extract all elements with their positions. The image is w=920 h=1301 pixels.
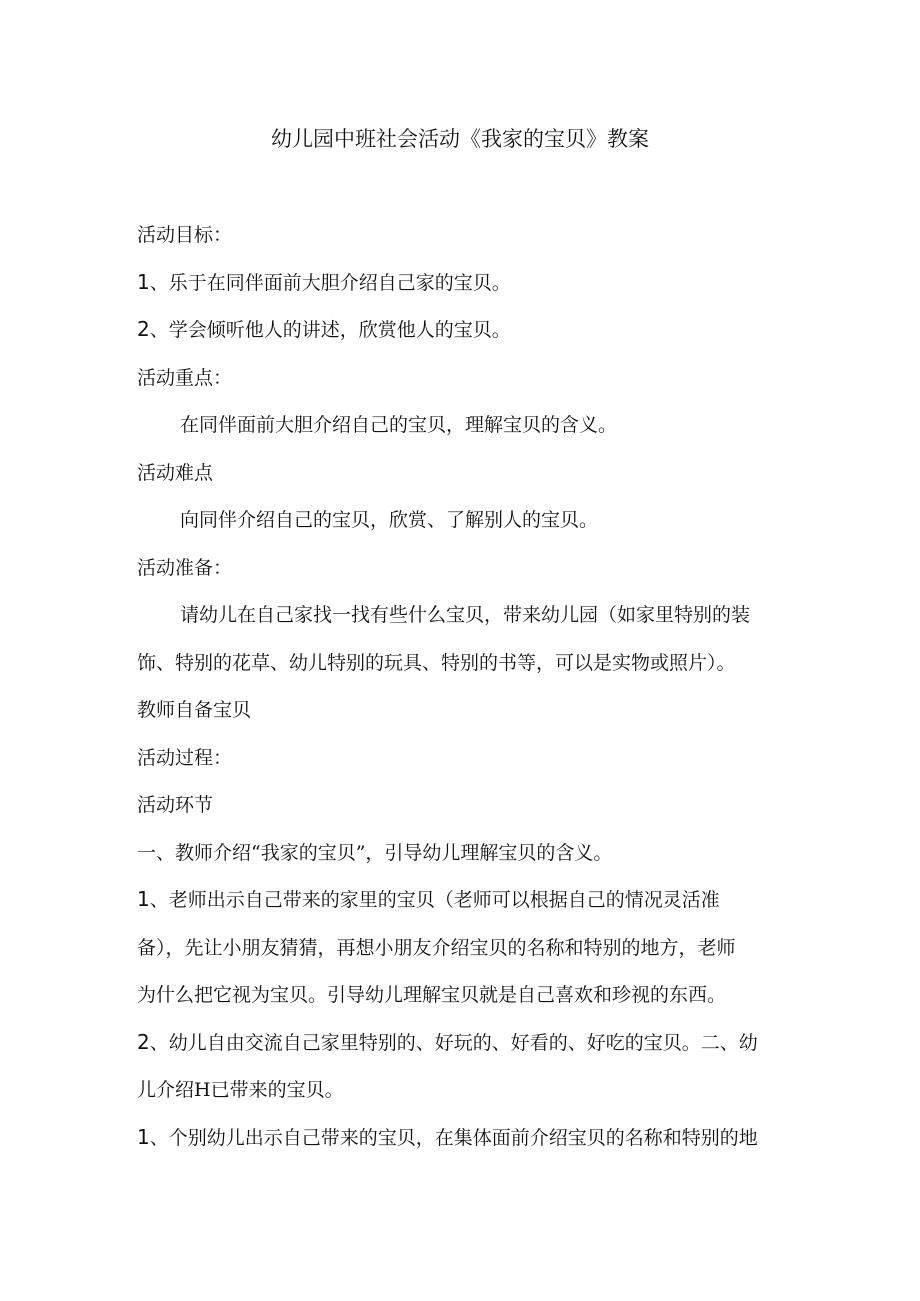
heading-preparation: 活动准备： <box>137 556 233 579</box>
goal-item-2: 2、学会倾听他人的讲述，欣赏他人的宝贝。 <box>137 317 511 341</box>
step-one-item-1-line-2: 备），先让小朋友猜猜，再想小朋友介绍宝贝的名称和特别的地方，老师 <box>137 936 736 959</box>
preparation-text-line-2: 饰、特别的花草、幼儿特别的玩具、特别的书等，可以是实物或照片）。 <box>137 651 736 674</box>
key-points-text: 在同伴面前大胆介绍自己的宝贝，理解宝贝的含义。 <box>180 414 618 436</box>
step-two-item-1-line-1: 1、个别幼儿出示自己带来的宝贝，在集体面前介绍宝贝的名称和特别的地 <box>137 1124 758 1149</box>
heading-key-points: 活动重点： <box>137 366 233 389</box>
step-one-item-1-line-1: 1、老师出示自己带来的家里的宝贝（老师可以根据自己的情况灵活准 <box>137 887 720 911</box>
heading-difficulties: 活动难点 <box>137 461 214 484</box>
step-one-item-2-line-1: 2、幼儿自由交流自己家里特别的、好玩的、好看的、好吃的宝贝。二、幼 <box>137 1029 758 1054</box>
difficulties-text: 向同伴介绍自己的宝贝，欣赏、了解别人的宝贝。 <box>180 509 599 531</box>
preparation-text-line-1: 请幼儿在自己家找一找有些什么宝贝，带来幼儿园（如家里特别的装 <box>180 604 751 626</box>
step-one-item-1-line-3: 为什么把它视为宝贝。引导幼儿理解宝贝就是自己喜欢和珍视的东西。 <box>137 984 727 1006</box>
step-one-heading: 一、教师介绍“我家的宝贝”，引导幼儿理解宝贝的含义。 <box>137 841 613 864</box>
heading-goals: 活动目标： <box>137 224 233 246</box>
page-title: 幼儿园中班社会活动《我家的宝贝》教案 <box>271 127 649 151</box>
step-one-item-2-line-2: 儿介绍H已带来的宝贝。 <box>137 1079 344 1101</box>
heading-steps: 活动环节 <box>137 794 214 816</box>
teacher-preparation: 教师自备宝贝 <box>137 699 252 721</box>
document-body <box>137 216 787 1166</box>
goal-item-1: 1、乐于在同伴面前大胆介绍自己家的宝贝。 <box>137 269 511 294</box>
heading-process: 活动过程： <box>137 746 233 769</box>
